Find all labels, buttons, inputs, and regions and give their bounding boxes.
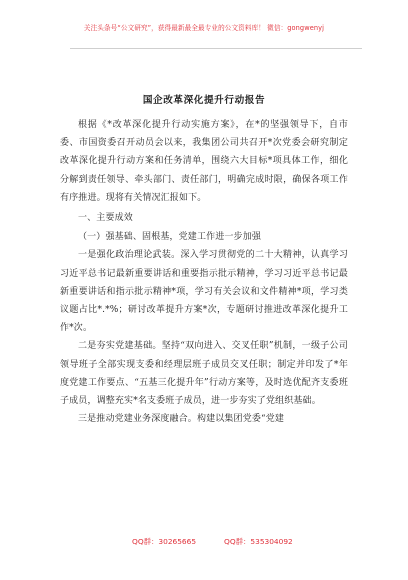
sub-heading: （一）强基础、固根基，党建工作进一步加强 [78,232,262,243]
body-paragraph-2: 二是夯实党建基础。坚持“双向进入、交叉任职”机制，一级子公司领导班子全部实现支委和经理层班子成员交叉任职；制定并印发了*年度党建工作要点、“五基三化提升年”行动方案等，及时选优配齐支委班子成员，调整充实*名支委班子成员，进一步夯实了党组织基础。 [60,341,348,407]
intro-paragraph: 根据《*改革深化提升行动实施方案》，在*的坚强领导下，自市委、市国资委召开动员会以来，我集团公司共召开*次党委会研究制定改革深化提升行动方案和任务清单，围绕六大目标*项具体工作，细化分解到责任领导、牵头部门、责任部门，明确完成时限，确保各项工作有序推进。现将有关情况汇报如下。 [60,120,348,203]
header-rule [70,48,362,49]
document-body [60,116,348,428]
body-paragraph-1: 一是强化政治理论武装。深入学习贯彻党的二十大精神，认真学习习近平总书记最新重要讲话和重要指示批示精神，学习习近平总书记最新重要讲话和指示批示精神*项，学习有关会议和文件精神*项，学习类议题占比*.*%；研讨改革提升方案*次，专题研讨推进改革深化提升工作*次。 [60,250,348,334]
footer-qq-group-right: QQ群：535304092 [224,537,293,546]
footer-qq-group-left: QQ群：30265665 [132,537,197,546]
footer [0,536,408,550]
section-heading: 一、主要成效 [78,213,133,224]
header-banner: 关注头条号“公文研究”，获得最新最全最专业的公文资料库！ 微信：gongwenyj [83,24,325,32]
document-title: 国企改革深化提升行动报告 [142,95,266,106]
body-paragraph-3: 三是推动党建业务深度融合。构建以集团党委“党建 [78,414,285,425]
